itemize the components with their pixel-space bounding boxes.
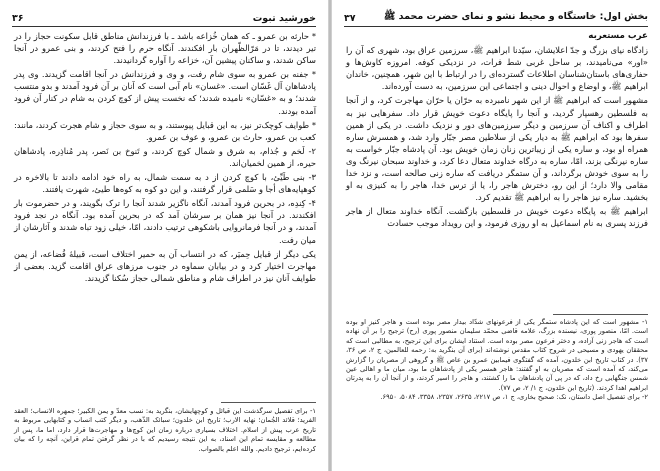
page-header — [12, 6, 316, 27]
left-page — [0, 0, 329, 471]
paragraph: یکی دیگر از قبایل حِمیَر، که در انتساب آن به حمیر اختلاف است، قبیلهٔ قُضاعه، از یمن مهاجرت اختیار کرد و در بیابان سماوه در جنوب مرزهای عراق اقامت گزید. بعضی از طوایف آنان نیز در اطراف شام و مناطق شمالی حجاز سُکنا گزیدند. — [14, 248, 316, 283]
paragraph: زادگاه نیای بزرگ و جدّ اعلایشان، سیّدنا ابراهیم ﷺ، سرزمین عراق بود، شهری که آن را «اور» می‌نامیدند، بر ساحل غربی شط فرات، در نزدیکی کوفه. امروزه کاوش‌ها و حفاری‌های باستان‌شناسان اطلاعات گسترده‌ای را در ارتباط با این شهر، همچنین، خاندان ابراهیم ﷺ، و اوضاع و احوال دینی و اجتماعی این سرزمین، به دست آورده‌اند. — [346, 45, 648, 92]
paragraph: * جفنه بن عمرو به سوی شام رفت، و وی و فرزندانش در آنجا اقامت گزیدند. وی پدر پادشاهان آل غَسّان است. «غسان» نام آبی است که آنان بر آن فرود آمدند و بدو منتسب شدند؛ و به «غسّان» نامیده شدند؛ که نخست پیش از کوچ کردن به شام در کنار آن فرود آمده بودند. — [14, 69, 316, 116]
paragraph: * طوایف کوچک‌تر نیز، به این قبایل پیوستند، و به سوی حجاز و شام هجرت کردند، مانند: کعب بن عمرو، حارث بن عمرو، و عوف بن عمرو. — [14, 119, 316, 142]
paragraph: ابراهیم ﷺ به پایگاه دعوت خویش در فلسطین بازگشت. آنگاه خداوند متعال از هاجر فرزند پسری به نام اسماعیل به او روزی فرمود، و این رویداد موجب حسادت — [346, 206, 648, 229]
footnote-separator — [221, 402, 316, 403]
footnote: ۱- برای تفصیل سرگذشت این قبائل و کوچهایشان، بنگرید به: نسب معدّ و یمن الکبیر؛ جمهره الانساب؛ العقد الفرید؛ قلائد الجُمان؛ نهایه الارب؛ تاریخ ابن خلدون؛ سبائک الذّهب، و دیگر کتب انساب و کتابهایی مربوط به تاریخ عرب پیش از اسلام. اختلاف بسیاری درباره زمان این کوچ‌ها و مهاجرت‌ها قرار دارد، اما ما، پس از مطالعه و مقایسه تمام این اسناد، به این نتیجه رسیدیم که با در نظر گرفتن تمام قراین، آنچه را که بیان کرده‌ایم، ترجیح دادیم. والله اعلم بالصواب. — [14, 407, 316, 453]
paragraph: ۳- بنی طَیِّئ، با کوچ کردن از د به سمت شمال، به راه خود ادامه دادند تا بالاخره در کوهپایه‌های أجا و سَلمی قرار گرفتند، و این دو کوه به کوه‌ها طیئ، شهرت یافتند. — [14, 172, 316, 195]
paragraph: ۲- لَخم و جُذام، به شرق و شمال کوچ کردند، و تَنوخ بن نَصر، پدر مُناذِره، پادشاهان حیره، از همین لخمیان‌اند. — [14, 145, 316, 168]
running-title: خورشید تبوت — [252, 13, 316, 24]
footnote: ۱- مشهور است که این پادشاه ستمگر یکی از فرعونهای شدّاد بیدار مصر بوده است و هاجر کنیز او بوده است. امّا، منصور پوری، نیسنده بزرگ، علامه قاضی محمّد سلیمان منصور پوری (رح) ترجیح را بر آن نهاده است که هاجر زنی آزاده، و دختر فرعون مصر بوده است. استناد ایشان برای این ترجیح، به مطالبی است که محققان یهودی و مسیحی در شروح کتاب مقدس نوشته‌اند (برای آن بنگرید به: رحمه للعالمین، ج ۲، ص ۳۶، ۳۷). در کتاب تاریخ ابن خلدون، آمده که گفتگوی فیمابین عمرو بن عاص ﷺ و گروهی از مصریان را گزارش می‌کند، که آمده است که مصریان به او گفتند: هاجر همسر یکی از پادشاهان ما بود، میان ما و اهالی عین شمس جنگهایی رخ داد، که در پی آن پادشاهان ما را کشتند، و هاجر را اسیر کردند، و از آنجا آن را به پدرتان ابراهیم اهدا کردند. (تاریخ ابن خلدون، ج ۱/ ۲، ص ۷۷). — [346, 318, 648, 392]
page-header — [344, 6, 648, 27]
footnote: ۲- برای تفصیل اصل داستان، نک: صحیح بخاری، ج ۱، ص ۲۲۱۷، ۲۶۳۵، ۲۳۵۷، ۳۳۵۸، ۵۰۸۴، ۶۹۵۰. — [380, 393, 648, 402]
page-number: ۳۶ — [12, 13, 24, 24]
page-number: ۳۷ — [344, 13, 356, 24]
footnotes — [14, 407, 316, 454]
paragraph: * حارثه بن عمرو ـ که همان خُزاعه باشد ـ با فرزندانش مناطق قابل سکونت حجاز را در تیر دیدند، تا در مَرّالظّهران بار افکندند. آنگاه حرم را فتح کردند، و بنی عمرو در آنجا ساکن شدند، و ساکنان پیشین آن، خزاعه را آواره گردانیدند. — [14, 31, 316, 66]
paragraph: مشهور است که ابراهیم ﷺ از این شهر نامبرده به حرّان یا حرّان مهاجرت کرد، و از آنجا به فلسطین رهسپار گردید، و آنجا را پایگاه دعوت خویش قرار داد. سفرهایی نیز به اطراف و اکناف آن سرزمین و دیگر سرزمین‌های دور و نزدیک داشت. در یکی از همین سفرها بود که ابراهیم ﷺ به دیار یکی از سلاطین مصر جبّار وارد شد، و همسرش ساره همراه او بود، و ساره یکی از زیباترین زنان زمان خویش بود. آن پادشاه جبّار خواست به ساره نیرنگی بزند، امّا، ساره به درگاه خداوند متعال دعا کرد، و خداوند سبحان نیرنگ وی را به سوی خودش برگرداند، و آن ستمگر دریافت که ساره زنی صالحه است، و نزد خدا مقامی والا دارد؛ از این رو، دخترش هاجر را، یا از ترس خدا، هاجر را به کنیزی به او بخشید. ساره نیز هاجر را به ابراهیم ﷺ تقدیم کرد. — [346, 95, 648, 203]
body-text — [14, 30, 316, 286]
right-page — [331, 0, 660, 471]
footnote-separator — [553, 314, 648, 315]
footnotes — [346, 318, 648, 403]
body-text — [346, 30, 648, 232]
section-heading: عرب مستعربه — [588, 31, 648, 41]
paragraph: ۴- کِندِه، در بحرین فرود آمدند، آنگاه ناگزیر شدند آنجا را ترک بگویند، و در حضرموت بار افکندند. در آنجا نیز همان بر سرشان آمد که در بحرین آمده بود. آنگاه در نجد فرود آمدند، و در آنجا فرمانروایی باشکوهی ترتیب دادند، امّا، خیلی زود تباه شدند و آثارشان از میان رفت. — [14, 198, 316, 245]
running-title: بخش اول: خاستگاه و محیط نشو و نمای حضرت محمد ﷺ — [383, 11, 648, 22]
